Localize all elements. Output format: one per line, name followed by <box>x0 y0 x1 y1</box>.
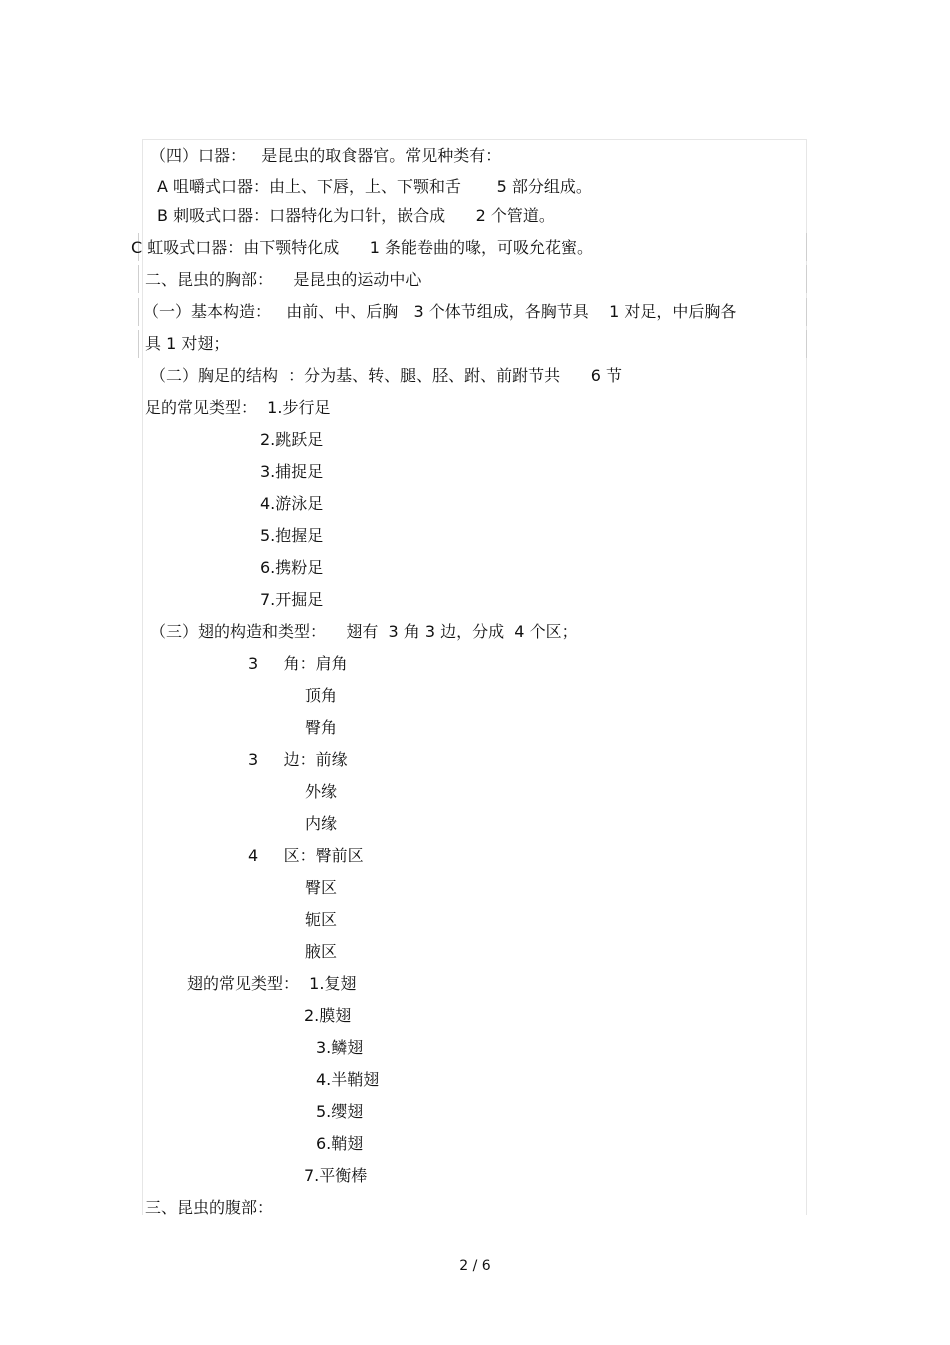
text-line: （三）翅的构造和类型： 翅有 3 角 3 边，分成 4 个区； <box>150 622 578 641</box>
list-item: 2.膜翅 <box>304 1006 352 1025</box>
text-line: （二）胸足的结构 ：分为基、转、腿、胫、跗、前跗节共 6 节 <box>150 366 622 385</box>
line-marker <box>806 298 807 326</box>
list-item: 3 角：肩角 <box>248 654 348 673</box>
line-marker <box>138 330 139 358</box>
list-item: 6.携粉足 <box>260 558 324 577</box>
section-heading: 三、昆虫的腹部： <box>145 1198 274 1217</box>
list-item: 5.缨翅 <box>316 1102 364 1121</box>
line-marker <box>138 265 139 293</box>
text-line: 翅的常见类型： 1.复翅 <box>187 974 357 993</box>
list-item: 3 边：前缘 <box>248 750 348 769</box>
list-item: 4.半鞘翅 <box>316 1070 380 1089</box>
text-line: B 刺吸式口器：口器特化为口针，嵌合成 2 个管道。 <box>157 206 555 225</box>
list-item: 5.抱握足 <box>260 526 324 545</box>
list-item: 2.跳跃足 <box>260 430 324 449</box>
list-item: 顶角 <box>305 686 338 705</box>
list-item: 3.鳞翅 <box>316 1038 364 1057</box>
line-marker <box>806 233 807 261</box>
list-item: 腋区 <box>305 942 338 961</box>
list-item: 3.捕捉足 <box>260 462 324 481</box>
list-item: 4.游泳足 <box>260 494 324 513</box>
text-line: A 咀嚼式口器：由上、下唇，上、下颚和舌 5 部分组成。 <box>157 177 592 196</box>
list-item: 4 区：臀前区 <box>248 846 364 865</box>
list-item: 7.开掘足 <box>260 590 324 609</box>
list-item: 臀区 <box>305 878 338 897</box>
list-item: 臀角 <box>305 718 338 737</box>
text-line: 足的常见类型： 1.步行足 <box>145 398 331 417</box>
section-heading: 二、昆虫的胸部： 是昆虫的运动中心 <box>145 270 422 289</box>
page-frame-top <box>142 139 807 140</box>
line-marker <box>138 298 139 326</box>
list-item: 内缘 <box>305 814 338 833</box>
list-item: 轭区 <box>305 910 338 929</box>
list-item: 7.平衡棒 <box>304 1166 368 1185</box>
list-item: 6.鞘翅 <box>316 1134 364 1153</box>
line-marker <box>806 330 807 358</box>
line-marker <box>806 265 807 293</box>
text-line: 具 1 对翅； <box>145 334 230 353</box>
page-number: 2 / 6 <box>459 1258 491 1274</box>
list-item: 外缘 <box>305 782 338 801</box>
text-line: C 虹吸式口器：由下颚特化成 1 条能卷曲的喙，可吸允花蜜。 <box>131 238 594 257</box>
text-line: （一）基本构造： 由前、中、后胸 3 个体节组成，各胸节具 1 对足，中后胸各 <box>143 302 737 321</box>
text-line: （四）口器： 是昆虫的取食器官。常见种类有： <box>150 146 502 165</box>
